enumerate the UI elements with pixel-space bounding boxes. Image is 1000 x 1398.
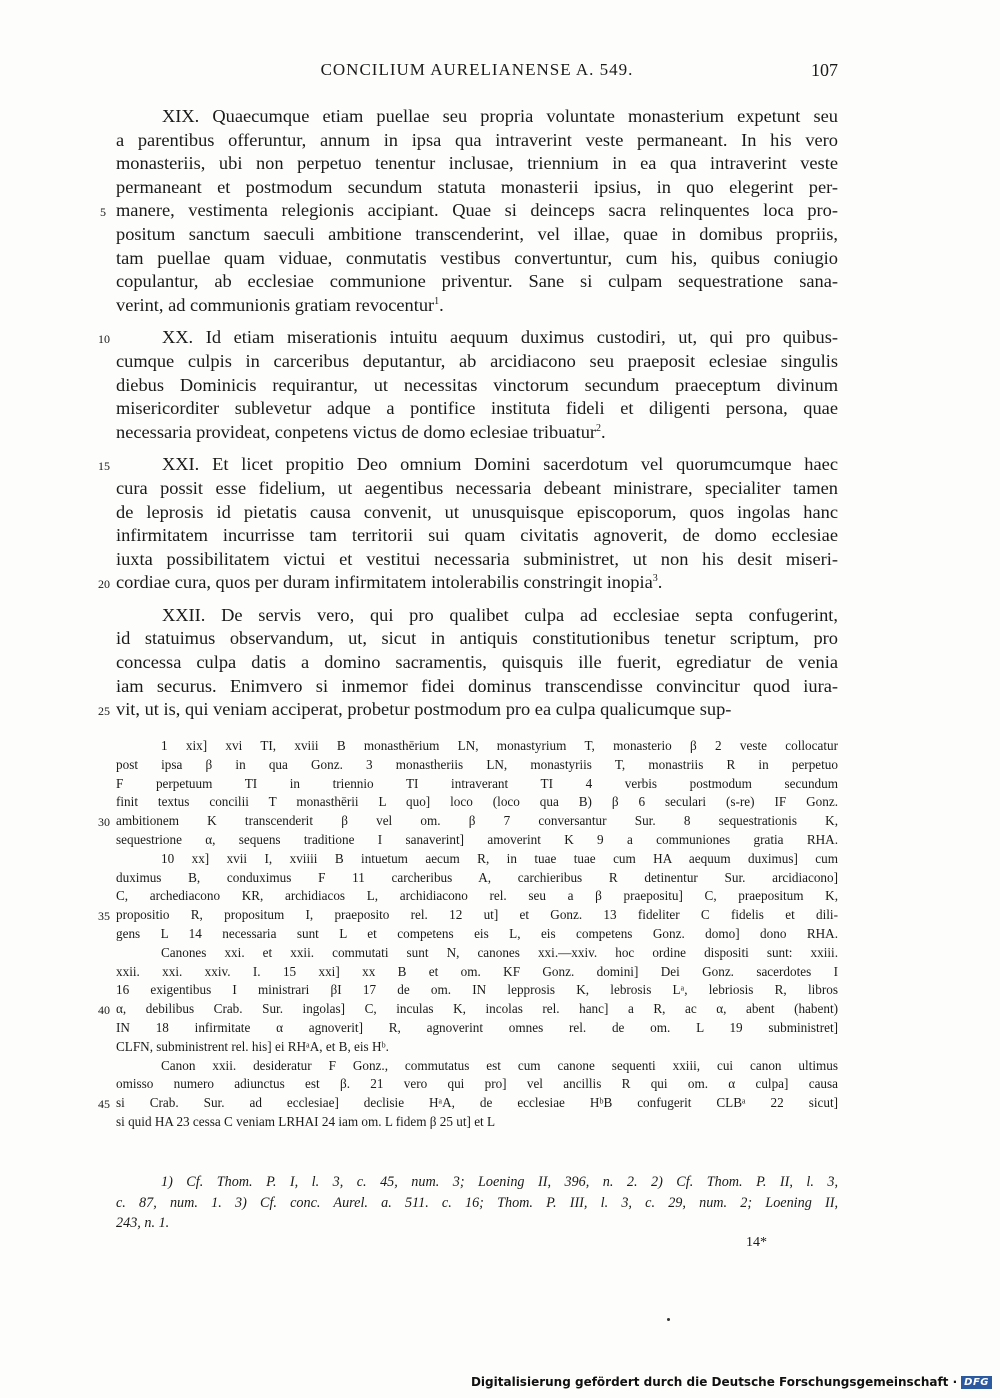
line-text: misericorditer sublevetur adque a pontifice instituta fideli et diligenti persona, quae bbox=[116, 398, 838, 419]
apparatus-line bbox=[116, 850, 838, 869]
canon-paragraph bbox=[98, 453, 838, 595]
speck bbox=[667, 1318, 670, 1321]
line-text: cura possit esse fidelium, ut aegentibus necessaria debeant ministrare, specialiter tamen bbox=[116, 477, 838, 498]
apparatus-text: α, debilibus Crab. Sur. ingolas] C, inculas K, incolas rel. hanc] a R, ac α, abent (habent) bbox=[116, 1001, 838, 1017]
line-text: id statuimus observandum, ut, sicut in antiquis constitutionibus tenetur scriptum, pro bbox=[116, 628, 838, 649]
text-line bbox=[116, 548, 838, 572]
apparatus-line bbox=[116, 1038, 838, 1057]
text-line bbox=[116, 223, 838, 247]
canon-paragraph bbox=[98, 326, 838, 444]
line-text: XXII. De servis vero, qui pro qualibet culpa ad ecclesiae septa confugerint, bbox=[162, 604, 838, 625]
footnote-line: 243, n. 1. bbox=[116, 1215, 170, 1231]
apparatus-line bbox=[116, 925, 838, 944]
line-text: copulantur, ab ecclesiae communione priventur. Sane si culpam sequestratione sana- bbox=[116, 271, 838, 292]
apparatus-text: 16 exigentibus I ministrari βI 17 de om. IN lepprosis K, lebrosis Lᵃ, lebriosis R, libros bbox=[116, 982, 838, 998]
canon-paragraph bbox=[100, 105, 838, 317]
line-text: necessaria provideat, conpetens victus de domo eclesiae tribuatur bbox=[116, 421, 597, 442]
apparatus-line bbox=[116, 944, 838, 963]
apparatus-line bbox=[116, 775, 838, 794]
footnotes bbox=[116, 1172, 838, 1234]
text-line bbox=[98, 453, 838, 477]
apparatus-line bbox=[116, 1075, 838, 1094]
apparatus-text: C, archediacono KR, archidiacos L, archidiacono rel. seu a β praepositu] C, praepositum K, bbox=[116, 888, 838, 904]
apparatus-line bbox=[98, 1094, 838, 1113]
text-line bbox=[116, 247, 838, 271]
apparatus-line bbox=[116, 887, 838, 906]
apparatus-text: si Crab. Sur. ad ecclesiae] declisie HᵃA, de ecclesiae HᵇB confugerit CLBᵃ 22 sicut] bbox=[116, 1095, 838, 1111]
apparatus-text: propositio R, propositum I, praeposito rel. 12 ut] et Gonz. 13 fideliter C fidelis et dili- bbox=[116, 907, 838, 923]
apparatus-text: si quid HA 23 cessa C veniam LRHAI 24 iam om. L fidem β 25 ut] et L bbox=[116, 1113, 496, 1129]
page-header bbox=[116, 60, 838, 86]
line-number: 20 bbox=[98, 577, 110, 592]
apparatus-text: finit textus concilii T monasthērii L quo] loco (loco qua B) β 6 seculari (s-re) IF Gonz. bbox=[116, 794, 838, 810]
line-text: concessa culpa datis a domino sacramentis, quisquis ille fuerit, egrediatur de venia bbox=[116, 652, 838, 673]
text-line bbox=[116, 501, 838, 525]
running-title: CONCILIUM AURELIANENSE A. 549. bbox=[320, 60, 634, 79]
line-number: 5 bbox=[100, 205, 106, 220]
line-number: 25 bbox=[98, 704, 110, 719]
apparatus-text: 1 xix] xvi TI, xviii B monasthērium LN, monastyrium T, monasterio β 2 veste collocatur bbox=[161, 738, 838, 753]
apparatus-line bbox=[116, 981, 838, 1000]
line-text: de leprosis id pietatis causa convenit, ut unusquisque episcoporum, quos ingolas hanc bbox=[116, 501, 838, 522]
text-line bbox=[98, 698, 838, 722]
line-text: iuxta possibilitatem victui et vestitui necessaria subministret, ut non his desit miseri- bbox=[116, 548, 838, 569]
text-line bbox=[116, 129, 838, 153]
line-text: XIX. Quaecumque etiam puellae seu propria voluntate monasterium expetunt seu bbox=[162, 106, 838, 126]
line-number: 35 bbox=[98, 909, 110, 924]
apparatus-line bbox=[116, 963, 838, 982]
text-line bbox=[116, 152, 838, 176]
text-line bbox=[116, 105, 838, 129]
apparatus-line bbox=[116, 869, 838, 888]
apparatus-text: duximus B, conduximus F 11 carcheribus A, carchieribus R detinentur Sur. arcidiacono] bbox=[116, 869, 838, 885]
line-text: diebus Dominicis requirantur, ut necessitas vinctorum secundum praeceptum divinum bbox=[116, 374, 838, 395]
apparatus-line bbox=[116, 756, 838, 775]
digitization-credit bbox=[471, 1372, 992, 1392]
line-number: 10 bbox=[98, 332, 110, 347]
apparatus-line bbox=[116, 831, 838, 850]
apparatus-line bbox=[98, 812, 838, 831]
line-number: 30 bbox=[98, 815, 110, 830]
main-text bbox=[98, 105, 838, 731]
apparatus-line bbox=[116, 1057, 838, 1076]
line-text: positum sanctum saeculi ambitione transcenderint, vel illae, quae in domibus propriis, bbox=[116, 223, 838, 244]
text-line bbox=[116, 397, 838, 421]
apparatus-line bbox=[116, 1113, 838, 1132]
apparatus-text: Canones xxi. et xxii. commutati sunt N, canones xxi.—xxiv. hoc ordine dispositi sunt: xxiii. bbox=[161, 944, 838, 960]
apparatus-text: omisso numero adiunctus est β. 21 vero qui pro] vel ancillis R qui om. α culpa] causa bbox=[116, 1076, 838, 1092]
apparatus-line bbox=[98, 906, 838, 925]
text-line bbox=[116, 627, 838, 651]
apparatus-text: F perpetuum TI in triennio TI intraverant TI 4 verbis postmodum secundum bbox=[116, 775, 838, 791]
line-text: iam securus. Enimvero si inmemor fidei dominus transcendisse convincitur quod iura- bbox=[116, 675, 838, 696]
apparatus-text: gens L 14 necessaria sunt L et competens eis L, eis competens Gonz. domo] dono RHA. bbox=[116, 925, 838, 941]
footnote-line: c. 87, num. 1. 3) Cf. conc. Aurel. a. 511. c. 16; Thom. P. III, l. 3, c. 29, num. 2; Loening II, bbox=[116, 1194, 838, 1211]
apparatus-text: Canon xxii. desideratur F Gonz., commutatus est cum canone sequenti xxiii, cui canon ultimus bbox=[161, 1057, 838, 1073]
line-number: 40 bbox=[98, 1003, 110, 1018]
apparatus-text: CLFN, subministrent rel. his] ei RHᵃA, et B, eis Hᵇ. bbox=[116, 1038, 389, 1054]
line-text: a parentibus offeruntur, annum in ipsa qua intraverint veste permaneant. In his vero bbox=[116, 129, 838, 150]
text-line bbox=[116, 350, 838, 374]
text-line bbox=[98, 326, 838, 350]
apparatus-line bbox=[116, 793, 838, 812]
apparatus-text: post ipsa β in qua Gonz. 3 monastheriis LN, monastyriis T, monastriis R in perpetuo bbox=[116, 756, 838, 772]
apparatus-text: 10 xx] xvii I, xviiii B intuetum aecum R, in tuae tuae cum HA aequum duximus] cum bbox=[161, 850, 838, 866]
canon-paragraph bbox=[98, 604, 838, 722]
line-text: monasteriis, ubi non perpetuo tenentur inclusae, triennium in ea qua intraverint veste bbox=[116, 153, 838, 174]
footnote-reference: 1 bbox=[434, 295, 440, 307]
text-line bbox=[116, 675, 838, 699]
line-text: cumque culpis in carceribus deputantur, ab arcidiacono seu praeposit eclesiae singulis bbox=[116, 350, 838, 371]
text-line bbox=[116, 374, 838, 398]
text-line bbox=[116, 270, 838, 294]
dfg-logo-icon: DFG bbox=[961, 1376, 992, 1389]
apparatus-line bbox=[98, 1000, 838, 1019]
apparatus-line bbox=[116, 737, 838, 756]
text-line: necessaria provideat, conpetens victus de domo eclesiae tribuatur$^2$. bbox=[116, 421, 606, 442]
apparatus-text: IN 18 infirmitate α agnoverit] R, agnoverint omnes rel. de om. L 19 subministret] bbox=[116, 1019, 838, 1035]
line-number: 15 bbox=[98, 459, 110, 474]
text-line: verint, ad communionis gratiam revocentur$^1$. bbox=[116, 294, 444, 315]
critical-apparatus bbox=[98, 737, 838, 1132]
footnote-line: 1) Cf. Thom. P. I, l. 3, c. 45, num. 3; Loening II, 396, n. 2. 2) Cf. Thom. P. II, l. 3, bbox=[161, 1174, 838, 1190]
text-line bbox=[116, 651, 838, 675]
credit-text: Digitalisierung gefördert durch die Deutsche Forschungsgemeinschaft · bbox=[470, 1375, 958, 1389]
footnote-reference: 3 bbox=[652, 573, 658, 585]
line-text: tam puellae quam viduae, conmutatis vestibus convertuntur, cum his, quibus coniugio bbox=[116, 247, 838, 268]
line-number: 45 bbox=[98, 1097, 110, 1112]
line-text: XXI. Et licet propitio Deo omnium Domini sacerdotum vel quorumcumque haec bbox=[162, 454, 838, 475]
signature-mark: 14* bbox=[746, 1235, 767, 1250]
line-text: verint, ad communionis gratiam revocentur bbox=[116, 294, 435, 315]
apparatus-line bbox=[116, 1019, 838, 1038]
text-line bbox=[116, 477, 838, 501]
text-line bbox=[116, 176, 838, 200]
text-line bbox=[100, 199, 838, 223]
line-text: infirmitatem incurrisse tam territorii sui quam civitatis agnoverit, de domo ecclesiae bbox=[116, 525, 838, 546]
page-number: 107 bbox=[811, 60, 838, 80]
text-line bbox=[116, 604, 838, 628]
line-text: XX. Id etiam miserationis intuitu aequum duximus custodiri, ut, qui pro quibus- bbox=[162, 327, 838, 348]
line-text: manere, vestimenta relegionis accipiant. Quae si deinceps sacra relinquentes loca pro- bbox=[116, 200, 838, 221]
line-text: permaneant et postmodum secundum statuta monasterii ipsius, in quo elegerint per- bbox=[116, 176, 838, 197]
line-text: cordiae cura, quos per duram infirmitatem intolerabilis constringit inopia bbox=[116, 572, 653, 593]
text-line: cordiae cura, quos per duram infirmitatem intolerabilis constringit inopia$^3$. 20 bbox=[116, 571, 838, 595]
line-text: vit, ut is, qui veniam acciperat, probetur postmodum pro ea culpa qualicumque sup- bbox=[116, 699, 732, 720]
text-line bbox=[116, 524, 838, 548]
apparatus-text: ambitionem K transcenderit β vel om. β 7 conversantur Sur. 8 sequestrationis K, bbox=[116, 813, 838, 829]
apparatus-text: sequestrione α, sequens traditione I sanaverint] amoverint K 9 a communiones gratia RHA. bbox=[116, 831, 838, 847]
apparatus-text: xxii. xxi. xxiv. I. 15 xxi] xx B et om. KF Gonz. domini] Dei Gonz. sacerdotes I bbox=[116, 963, 838, 979]
footnote-reference: 2 bbox=[596, 422, 602, 434]
